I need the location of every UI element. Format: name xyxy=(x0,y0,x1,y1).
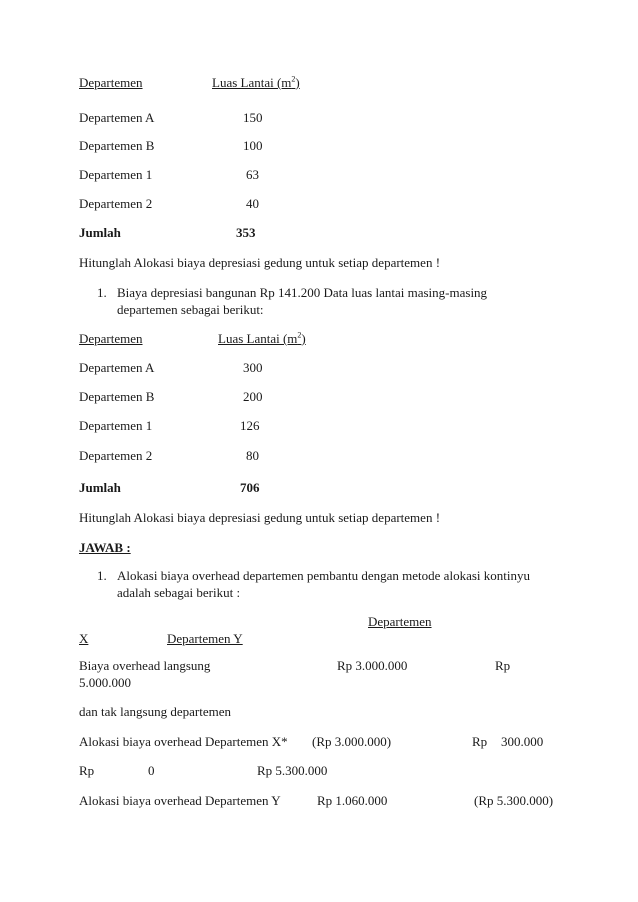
direct-overhead-label: Biaya overhead langsung xyxy=(79,658,211,673)
table2-row-dept: Departemen 1 xyxy=(79,418,153,433)
answer-heading: JAWAB : xyxy=(79,540,131,555)
table2-header-luas-lantai xyxy=(218,331,306,347)
table2-row-dept: Departemen B xyxy=(79,389,155,404)
table1-row-dept: Departemen B xyxy=(79,138,155,153)
direct-overhead-x: Rp 3.000.000 xyxy=(337,658,408,673)
alloc-row-total: Rp 5.300.000 xyxy=(257,763,328,778)
alloc-y-label: Alokasi biaya overhead Departemen Y xyxy=(79,793,281,808)
alloc-row-rp: Rp xyxy=(79,763,95,778)
question-1: Hitunglah Alokasi biaya depresiasi gedung untuk setiap departemen ! xyxy=(79,255,441,270)
allocation-header-y: Departemen Y xyxy=(167,631,243,646)
table2-row-area: 200 xyxy=(243,389,263,404)
direct-overhead-label-cont: dan tak langsung departemen xyxy=(79,704,231,719)
question-2: Hitunglah Alokasi biaya depresiasi gedung untuk setiap departemen ! xyxy=(79,510,441,525)
table1-row-area: 150 xyxy=(243,110,263,125)
table2-row-area: 126 xyxy=(240,418,260,433)
table2-total-label: Jumlah xyxy=(79,480,121,495)
table1-row-area: 100 xyxy=(243,138,263,153)
alloc-x-label: Alokasi biaya overhead Departemen X* xyxy=(79,734,288,749)
alloc-y-val1: Rp 1.060.000 xyxy=(317,793,388,808)
table1-header-departemen: Departemen xyxy=(79,75,143,90)
allocation-header-x: X xyxy=(79,631,89,646)
table2-header-luas-suffix: ) xyxy=(301,331,306,346)
table2-row-area: 80 xyxy=(246,448,259,463)
answer-item-line1: Alokasi biaya overhead departemen pembantu dengan metode alokasi kontinyu xyxy=(117,568,530,583)
direct-overhead-y-wrap: 5.000.000 xyxy=(79,675,131,690)
table1-header-luas-suffix: ) xyxy=(295,75,300,90)
table2-header-luas-prefix: Luas Lantai (m xyxy=(218,331,298,346)
table2-row-area: 300 xyxy=(243,360,263,375)
answer-item-line2: adalah sebagai berikut : xyxy=(117,585,241,600)
direct-overhead-y: Rp xyxy=(495,658,511,673)
table1-total-label: Jumlah xyxy=(79,225,121,240)
table2-row-dept: Departemen A xyxy=(79,360,155,375)
table1-header-luas-lantai xyxy=(212,75,300,91)
table2-header-luas-sup: 2 xyxy=(297,330,302,340)
table1-total-value: 353 xyxy=(236,225,256,240)
table1-row-area: 40 xyxy=(246,196,259,211)
table2-header-departemen: Departemen xyxy=(79,331,143,346)
alloc-x-val3: 300.000 xyxy=(501,734,544,749)
table1-header-luas-sup: 2 xyxy=(291,74,296,84)
table1-header-luas-prefix: Luas Lantai (m xyxy=(212,75,292,90)
alloc-row-zero: 0 xyxy=(148,763,155,778)
table2-total-value: 706 xyxy=(240,480,260,495)
table1-row-area: 63 xyxy=(246,167,259,182)
item1-line2: departemen sebagai berikut: xyxy=(117,302,264,317)
table1-row-dept: Departemen 2 xyxy=(79,196,153,211)
allocation-header-departemen: Departemen xyxy=(368,614,432,629)
alloc-x-val2: Rp xyxy=(472,734,488,749)
item1-line1: Biaya depresiasi bangunan Rp 141.200 Data luas lantai masing-masing xyxy=(117,285,488,300)
table2-row-dept: Departemen 2 xyxy=(79,448,153,463)
table1-row-dept: Departemen A xyxy=(79,110,155,125)
item1-number: 1. xyxy=(97,285,107,300)
table1-row-dept: Departemen 1 xyxy=(79,167,153,182)
answer-item-number: 1. xyxy=(97,568,107,583)
alloc-y-val2: (Rp 5.300.000) xyxy=(474,793,554,808)
alloc-x-val1: (Rp 3.000.000) xyxy=(312,734,392,749)
